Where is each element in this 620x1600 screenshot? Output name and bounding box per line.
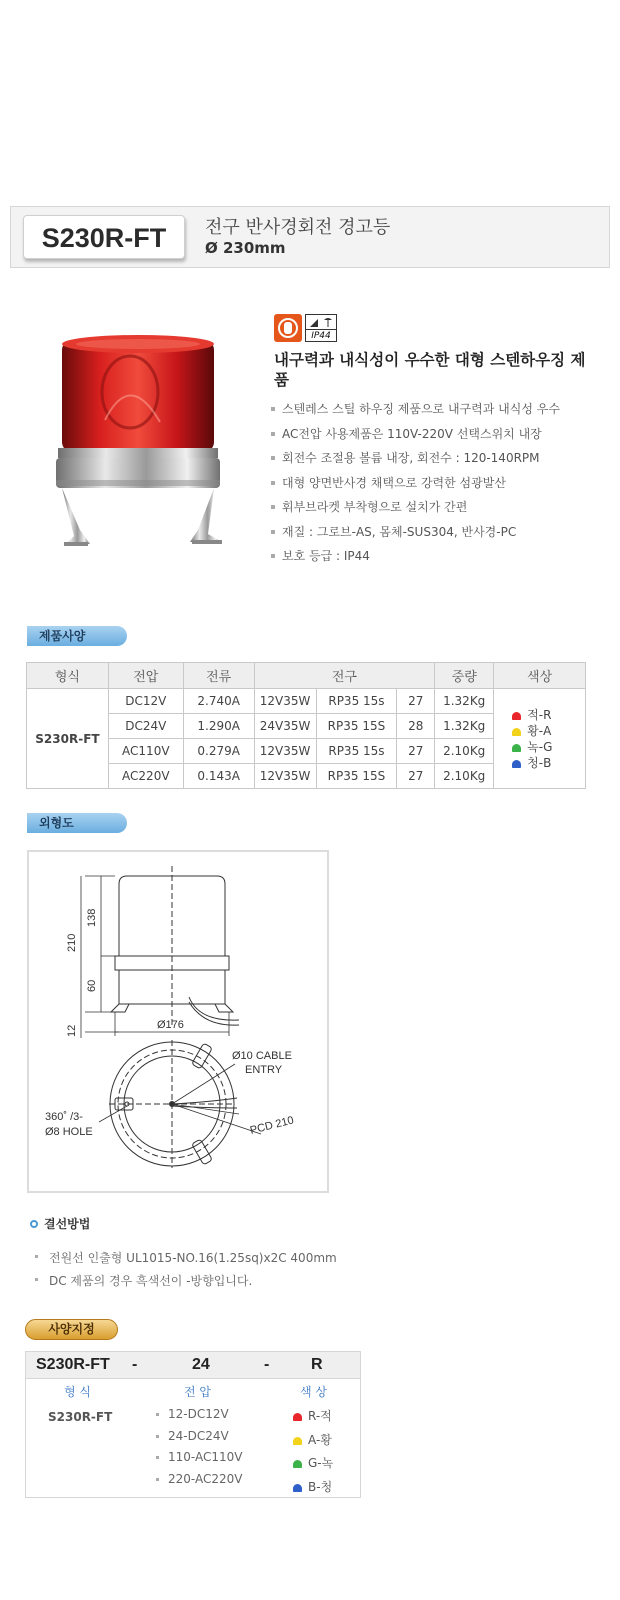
dim-176: Ø176 — [157, 1019, 184, 1031]
product-image — [50, 330, 240, 560]
hole-label-1: 360˚ /3- — [45, 1111, 83, 1123]
dim-12: 12 — [66, 1024, 78, 1037]
label-voltage: 전 압 — [184, 1385, 211, 1399]
bulb-number-cell: 27 — [397, 739, 435, 764]
hole-label-2: Ø8 HOLE — [45, 1126, 93, 1138]
amber-bulb-icon — [293, 1437, 302, 1445]
spec-table — [26, 662, 586, 789]
color-label: 황-A — [527, 723, 552, 738]
bulb-type-cell: RP35 15S — [316, 764, 397, 789]
ip44-icon: IP44 — [305, 314, 337, 342]
wiring-item: DC 제품의 경우 흑색선이 -방향입니다. — [35, 1272, 337, 1295]
product-size: Ø 230mm — [205, 239, 286, 257]
code-dash: - — [132, 1356, 138, 1373]
blue-bulb-icon — [512, 760, 521, 768]
color-code-label: B-청 — [308, 1479, 333, 1494]
amber-bulb-icon — [512, 728, 521, 736]
bulb-type-cell: RP35 15S — [316, 714, 397, 739]
voltage-cell: DC12V — [108, 689, 183, 714]
label-model: 형 식 — [64, 1385, 91, 1399]
voltage-cell: AC220V — [108, 764, 183, 789]
section-spec-tag: 제품사양 — [27, 626, 127, 646]
dim-138: 138 — [86, 908, 98, 927]
cable-label-1: Ø10 CABLE — [232, 1050, 292, 1062]
table-row — [27, 689, 586, 714]
color-label: 녹-G — [527, 739, 553, 754]
color-options — [494, 689, 586, 789]
feature-item: 휘부브라켓 부착형으로 설치가 간편 — [270, 499, 560, 524]
bulb-type-cell: RP35 15s — [316, 739, 397, 764]
voltage-option: 220-AC220V — [156, 1472, 242, 1494]
lamp-rotation-icon — [274, 314, 302, 342]
color-code-label: R-적 — [308, 1409, 332, 1423]
color-label: 적-R — [527, 707, 552, 722]
model-name: S230R-FT — [23, 215, 185, 259]
code-color: R — [311, 1356, 323, 1373]
color-codes — [293, 1407, 333, 1501]
bulb-cell: 12V35W — [254, 739, 316, 764]
red-bulb-icon — [512, 712, 521, 720]
ordering-code — [26, 1352, 360, 1379]
voltage-option: 24-DC24V — [156, 1429, 242, 1451]
dim-60: 60 — [86, 979, 98, 992]
bulb-cell: 12V35W — [254, 764, 316, 789]
feature-item: 스텐레스 스틸 하우징 제품으로 내구력과 내식성 우수 — [270, 401, 560, 426]
wiring-item: 전원선 인출형 UL1015-NO.16(1.25sq)x2C 400mm — [35, 1249, 337, 1272]
voltage-options — [156, 1407, 242, 1493]
weight-cell: 2.10Kg — [435, 764, 494, 789]
wiring-list — [35, 1249, 337, 1295]
bulb-number-cell: 27 — [397, 764, 435, 789]
bulb-cell: 12V35W — [254, 689, 316, 714]
red-bulb-icon — [293, 1413, 302, 1421]
color-code-label: A-황 — [308, 1432, 332, 1447]
feature-item: 대형 양면반사경 채택으로 강력한 섬광발산 — [270, 475, 560, 500]
current-cell: 2.740A — [183, 689, 254, 714]
model-cell: S230R-FT — [27, 689, 109, 789]
bulb-cell: 24V35W — [254, 714, 316, 739]
current-cell: 0.279A — [183, 739, 254, 764]
voltage-cell: DC24V — [108, 714, 183, 739]
header-voltage: 전압 — [108, 663, 183, 689]
cable-label-2: ENTRY — [245, 1064, 283, 1076]
bulb-number-cell: 28 — [397, 714, 435, 739]
product-header — [10, 206, 610, 268]
header-color: 색상 — [494, 663, 586, 689]
wiring-heading — [30, 1215, 90, 1232]
header-current: 전류 — [183, 663, 254, 689]
weight-cell: 1.32Kg — [435, 714, 494, 739]
code-dash: - — [264, 1356, 270, 1373]
header-model: 형식 — [27, 663, 109, 689]
section-ordering-tag: 사양지정 — [25, 1319, 118, 1340]
color-label: 청-B — [527, 755, 552, 770]
feature-item: 회전수 조절용 볼륨 내장, 회전수 : 120-140RPM — [270, 450, 560, 475]
section-dimensions-tag: 외형도 — [27, 813, 127, 833]
dim-210: 210 — [66, 933, 78, 952]
wiring-title: 결선방법 — [44, 1217, 91, 1231]
bullet-icon — [30, 1220, 38, 1228]
weight-cell: 1.32Kg — [435, 689, 494, 714]
green-bulb-icon — [512, 744, 521, 752]
ordering-model: S230R-FT — [48, 1410, 113, 1424]
blue-bulb-icon — [293, 1484, 302, 1492]
green-bulb-icon — [293, 1460, 302, 1468]
table-header-row — [27, 663, 586, 689]
weight-cell: 2.10Kg — [435, 739, 494, 764]
label-color: 색 상 — [300, 1385, 327, 1399]
product-headline: 내구력과 내식성이 우수한 대형 스텐하우징 제품 — [274, 351, 586, 389]
bulb-type-cell: RP35 15s — [316, 689, 397, 714]
bulb-number-cell: 27 — [397, 689, 435, 714]
product-title: 전구 반사경회전 경고등 — [205, 217, 391, 238]
dimension-drawing — [27, 850, 329, 1193]
pcd-label: PCD 210 — [248, 1114, 296, 1137]
feature-item: 보호 등급 : IP44 — [270, 548, 560, 573]
color-code-label: G-녹 — [308, 1456, 334, 1470]
feature-item: 재질 : 그로브-AS, 몸체-SUS304, 반사경-PC — [270, 524, 560, 549]
header-bulb: 전구 — [254, 663, 435, 689]
current-cell: 0.143A — [183, 764, 254, 789]
code-model: S230R-FT — [36, 1356, 110, 1373]
ordering-box — [25, 1351, 361, 1498]
feature-item: AC전압 사용제품은 110V-220V 선택스위치 내장 — [270, 426, 560, 451]
current-cell: 1.290A — [183, 714, 254, 739]
voltage-cell: AC110V — [108, 739, 183, 764]
code-voltage: 24 — [192, 1356, 210, 1373]
feature-list — [270, 401, 560, 573]
voltage-option: 12-DC12V — [156, 1407, 242, 1429]
header-weight: 중량 — [435, 663, 494, 689]
voltage-option: 110-AC110V — [156, 1450, 242, 1472]
